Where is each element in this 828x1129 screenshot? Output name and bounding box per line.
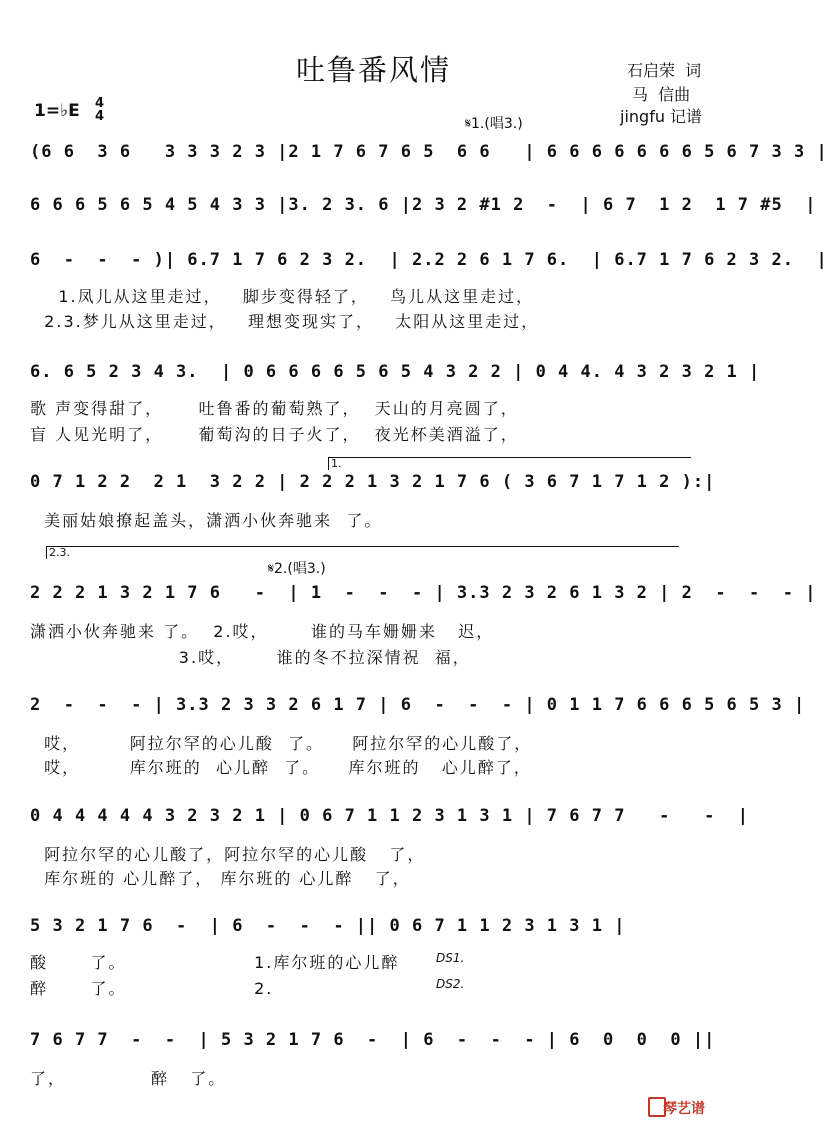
ds-mark-2: DS2.	[436, 977, 465, 991]
notation-line: 2 - - - | 3.3 2 3 3 2 6 1 7 | 6 - - - | 0 1 1 7 6 6 6 5 6 5 3 |	[30, 695, 806, 715]
notation-line: 6. 6 5 2 3 4 3. | 0 6 6 6 6 5 6 5 4 3 2 2 | 0 4 4. 4 3 2 3 2 1 |	[30, 362, 761, 382]
ds-mark-1: DS1.	[436, 951, 465, 965]
volta-bracket-1: 1.	[328, 457, 691, 470]
time-signature	[95, 97, 104, 123]
segno-mark-2: 𝄋2.(唱3.)	[268, 561, 326, 577]
notation-line: 6 - - - )| 6.7 1 7 6 2 3 2. | 2.2 2 6 1 7 6. | 6.7 1 7 6 2 3 2. |	[30, 250, 828, 270]
lyric-line: 盲 人见光明了， 葡萄沟的日子火了， 夜光杯美酒溢了，	[30, 425, 519, 444]
song-title: 吐鲁番风情	[295, 53, 451, 87]
notation-line: 0 7 1 2 2 2 1 3 2 2 | 2 2 2 1 3 2 1 7 6 ( 3 6 7 1 7 1 2 ):|	[30, 472, 716, 492]
lyric-line: 酸 了。 1.库尔班的心儿醉	[30, 953, 400, 972]
time-signature-top: 4	[95, 96, 105, 111]
notation-line: 2 2 2 1 3 2 1 7 6 - | 1 - - - | 3.3 2 3 2 6 1 3 2 | 2 - - - |	[30, 583, 817, 603]
notation-line: 0 4 4 4 4 4 3 2 3 2 1 | 0 6 7 1 1 2 3 1 3 1 | 7 6 7 7 - - |	[30, 806, 750, 826]
lyric-line: 2.3.梦儿从这里走过， 理想变现实了， 太阳从这里走过，	[30, 312, 540, 331]
lyric-line: 哎， 库尔班的 心儿醉 了。 库尔班的 心儿醉了，	[30, 758, 532, 777]
notation-line: 7 6 7 7 - - | 5 3 2 1 7 6 - | 6 - - - | 6 0 0 0 ||	[30, 1030, 716, 1050]
lyricist-credit: 石启荣 词	[627, 61, 702, 80]
key-signature: 1=♭E	[34, 101, 80, 121]
lyric-line: 了， 醉 了。	[30, 1069, 227, 1088]
segno-mark-1: 𝄋1.(唱3.)	[465, 116, 523, 132]
notation-line: 6 6 6 5 6 5 4 5 4 3 3 |3. 2 3. 6 |2 3 2 #1 2 - | 6 7 1 2 1 7 #5 |	[30, 195, 817, 215]
watermark-text: 琴艺谱	[663, 1101, 705, 1117]
lyric-line: 库尔班的 心儿醉了， 库尔班的 心儿醉 了，	[30, 869, 411, 888]
volta-bracket-23: 2.3.	[46, 546, 679, 559]
lyric-line: 阿拉尔罕的心儿酸了，阿拉尔罕的心儿酸 了，	[30, 845, 426, 864]
lyric-line: 醉 了。 2.	[30, 979, 274, 998]
lyric-line: 哎， 阿拉尔罕的心儿酸 了。 阿拉尔罕的心儿酸了，	[30, 734, 533, 753]
composer-credit: 马 信曲	[632, 85, 691, 104]
lyric-line: 3.哎， 谁的冬不拉深情祝 福，	[30, 648, 471, 667]
lyric-line: 1.凤儿从这里走过， 脚步变得轻了， 鸟儿从这里走过，	[30, 287, 535, 306]
time-signature-bottom: 4	[95, 109, 105, 124]
lyric-line: 歌 声变得甜了， 吐鲁番的葡萄熟了， 天山的月亮圆了，	[30, 399, 519, 418]
notation-line: (6 6 3 6 3 3 3 2 3 |2 1 7 6 7 6 5 6 6 | 6 6 6 6 6 6 6 5 6 7 3 3 |	[30, 142, 828, 162]
transcriber-credit: jingfu 记谱	[620, 107, 703, 126]
notation-line: 5 3 2 1 7 6 - | 6 - - - || 0 6 7 1 1 2 3 1 3 1 |	[30, 916, 626, 936]
lyric-line: 美丽姑娘撩起盖头，潇洒小伙奔驰来 了。	[30, 511, 383, 530]
lyric-line: 潇洒小伙奔驰来 了。 2.哎， 谁的马车姗姗来 迟，	[30, 622, 495, 641]
